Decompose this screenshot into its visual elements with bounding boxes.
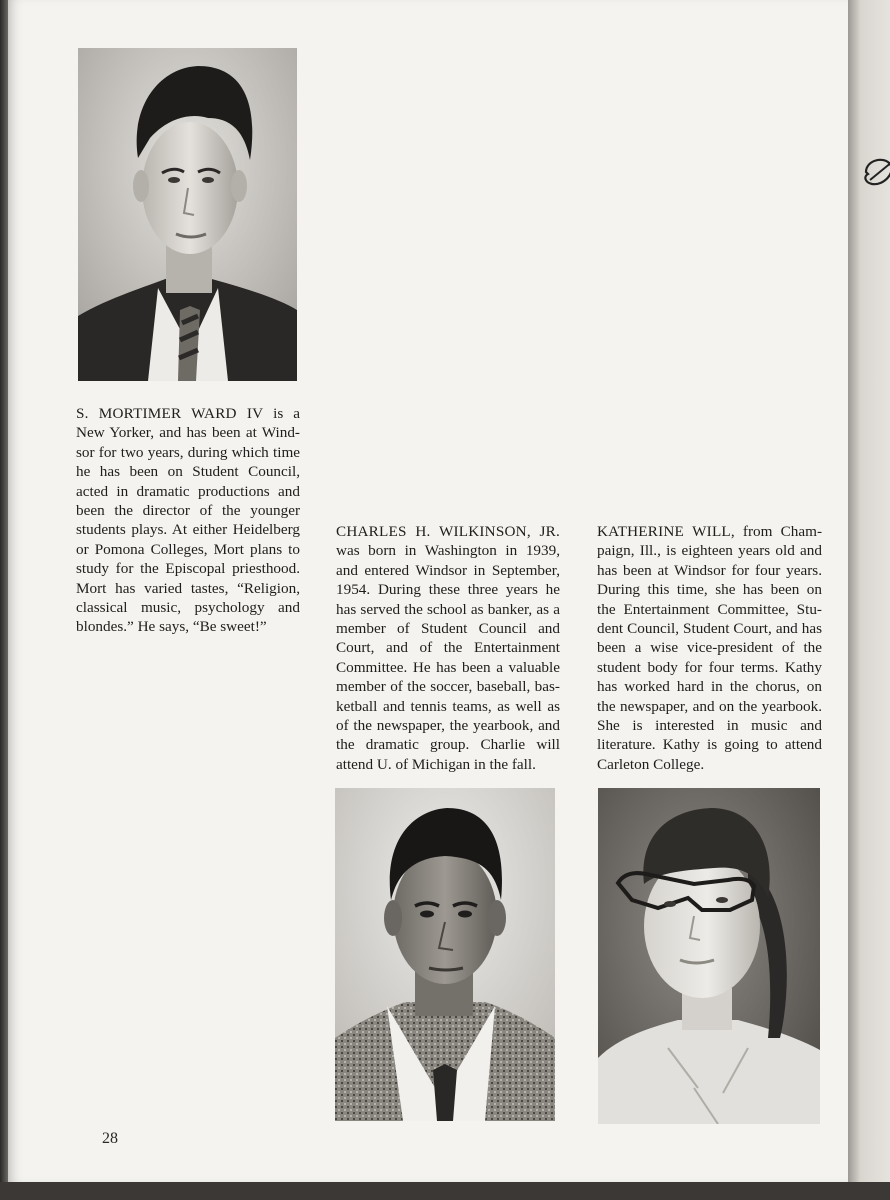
facing-page-letter-fragment <box>862 150 890 194</box>
student-name: KATHERINE WILL <box>597 523 731 540</box>
book-bottom-edge <box>0 1182 890 1200</box>
student-name: CHARLES H. WILKINSON, JR. <box>336 523 560 540</box>
student-bio: was born in Washington in 1939, and entered Windsor in September, 1954. During these three years he has served the school as banker, as a member of Student Council and Court, and of the Entertainment Committee. He has been a valuable member of the soccer, baseball, bas- ketball and tennis teams, as well as of the newspaper, the yearbook, and the dramatic group. Charlie will attend U. of Michigan in the fall. <box>336 542 560 773</box>
student-caption-charles-wilkinson <box>336 522 560 774</box>
student-bio: is a New Yorker, and has been at Wind- sor for two years, during which time he has been on Student Council, acted in dramatic productions and been the director of the younger students plays. At either Heidelberg or Pomona Colleges, Mort plans to study for the Episcopal priesthood. Mort has varied tastes, “Religion, classical music, psychology and blondes.” He says, “Be sweet!” <box>76 405 300 636</box>
student-caption-mortimer-ward <box>76 404 300 637</box>
portrait-photo-charles-wilkinson <box>335 788 555 1121</box>
portrait-photo-mortimer-ward <box>78 48 297 381</box>
book-spine-edge <box>0 0 8 1200</box>
student-name: S. MORTIMER WARD IV <box>76 405 264 422</box>
student-bio: , from Cham- paign, Ill., is eighteen years old and has been at Windsor for four years. During this time, she has been on the Entertainment Committee, Stu- dent Council, Student Court, and has been a wise vice-president of the student body for four terms. Kathy has worked hard in the chorus, on the newspaper, and on the yearbook. She is interested in music and literature. Kathy is going to attend Carleton College. <box>597 523 822 773</box>
portrait-photo-katherine-will <box>598 788 820 1124</box>
student-caption-katherine-will <box>597 522 822 774</box>
page-number: 28 <box>102 1130 118 1147</box>
